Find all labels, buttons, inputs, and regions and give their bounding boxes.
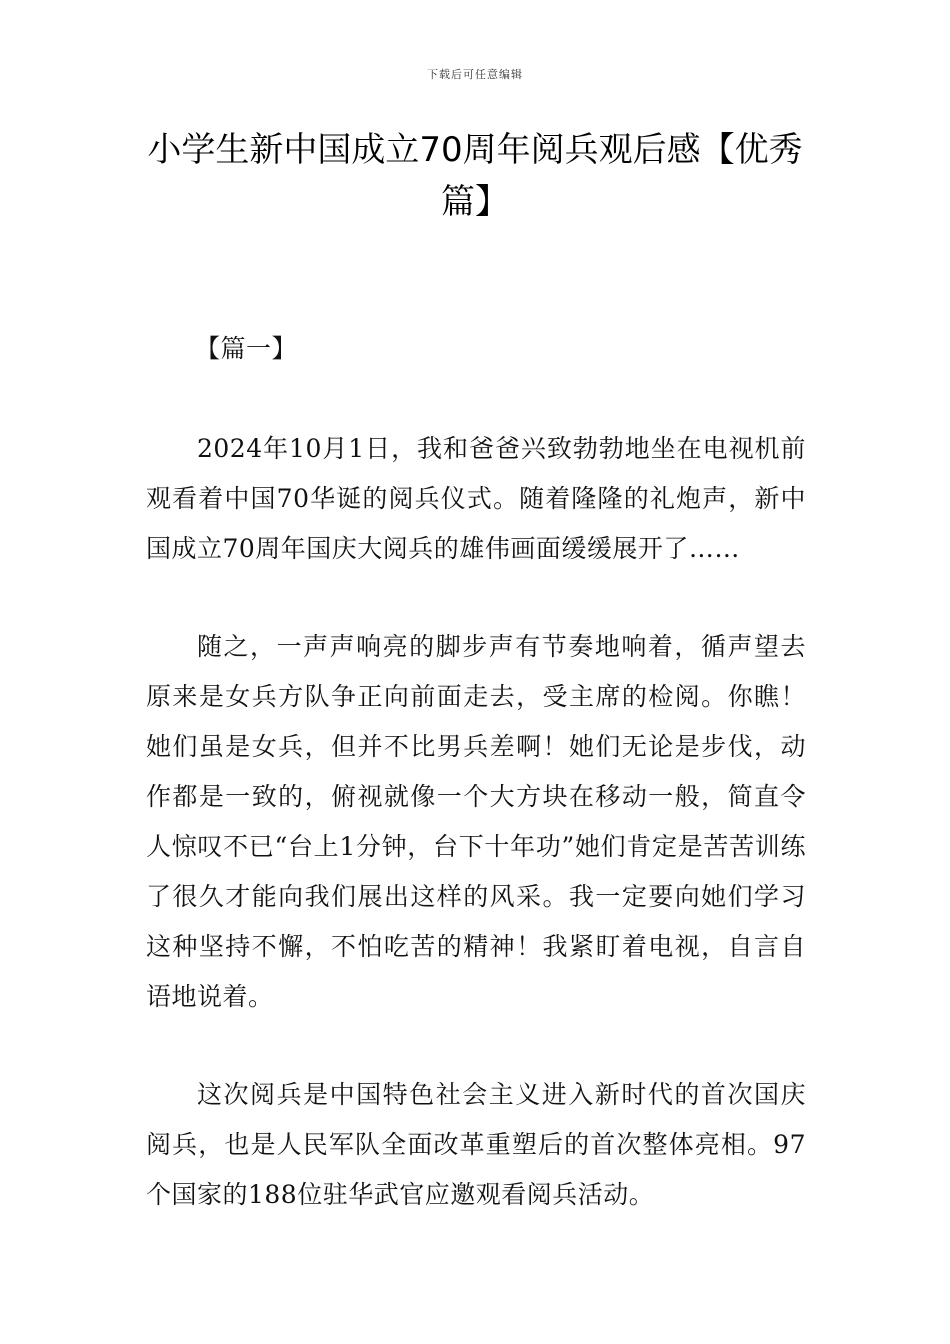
paragraph-1: 2024年10月1日，我和爸爸兴致勃勃地坐在电视机前观看着中国70华诞的阅兵仪式。随着隆隆的礼炮声，新中国成立70周年国庆大阅兵的雄伟画面缓缓展开了……	[146, 434, 806, 563]
header-note: 下载后可任意编辑	[427, 68, 523, 81]
paragraph-2: 随之，一声声响亮的脚步声有节奏地响着，循声望去原来是女兵方队争正向前面走去，受主席的检阅。你瞧！她们虽是女兵，但并不比男兵差啊！她们无论是步伐，动作都是一致的，俯视就像一个大方块在移动一般，简直令人惊叹不已“台上1分钟，台下十年功”她们肯定是苦苦训练了很久才能向我们展出这样的风采。我一定要向她们学习这种坚持不懈，不怕吃苦的精神！我紧盯着电视，自言自语地说着。	[146, 632, 806, 1011]
section-label: 【篇一】	[195, 334, 298, 363]
paragraph-3: 这次阅兵是中国特色社会主义进入新时代的首次国庆阅兵，也是人民军队全面改革重塑后的首次整体亮相。97个国家的188位驻华武官应邀观看阅兵活动。	[146, 1080, 806, 1209]
document-title: 小学生新中国成立70周年阅兵观后感【优秀篇】	[147, 130, 803, 222]
